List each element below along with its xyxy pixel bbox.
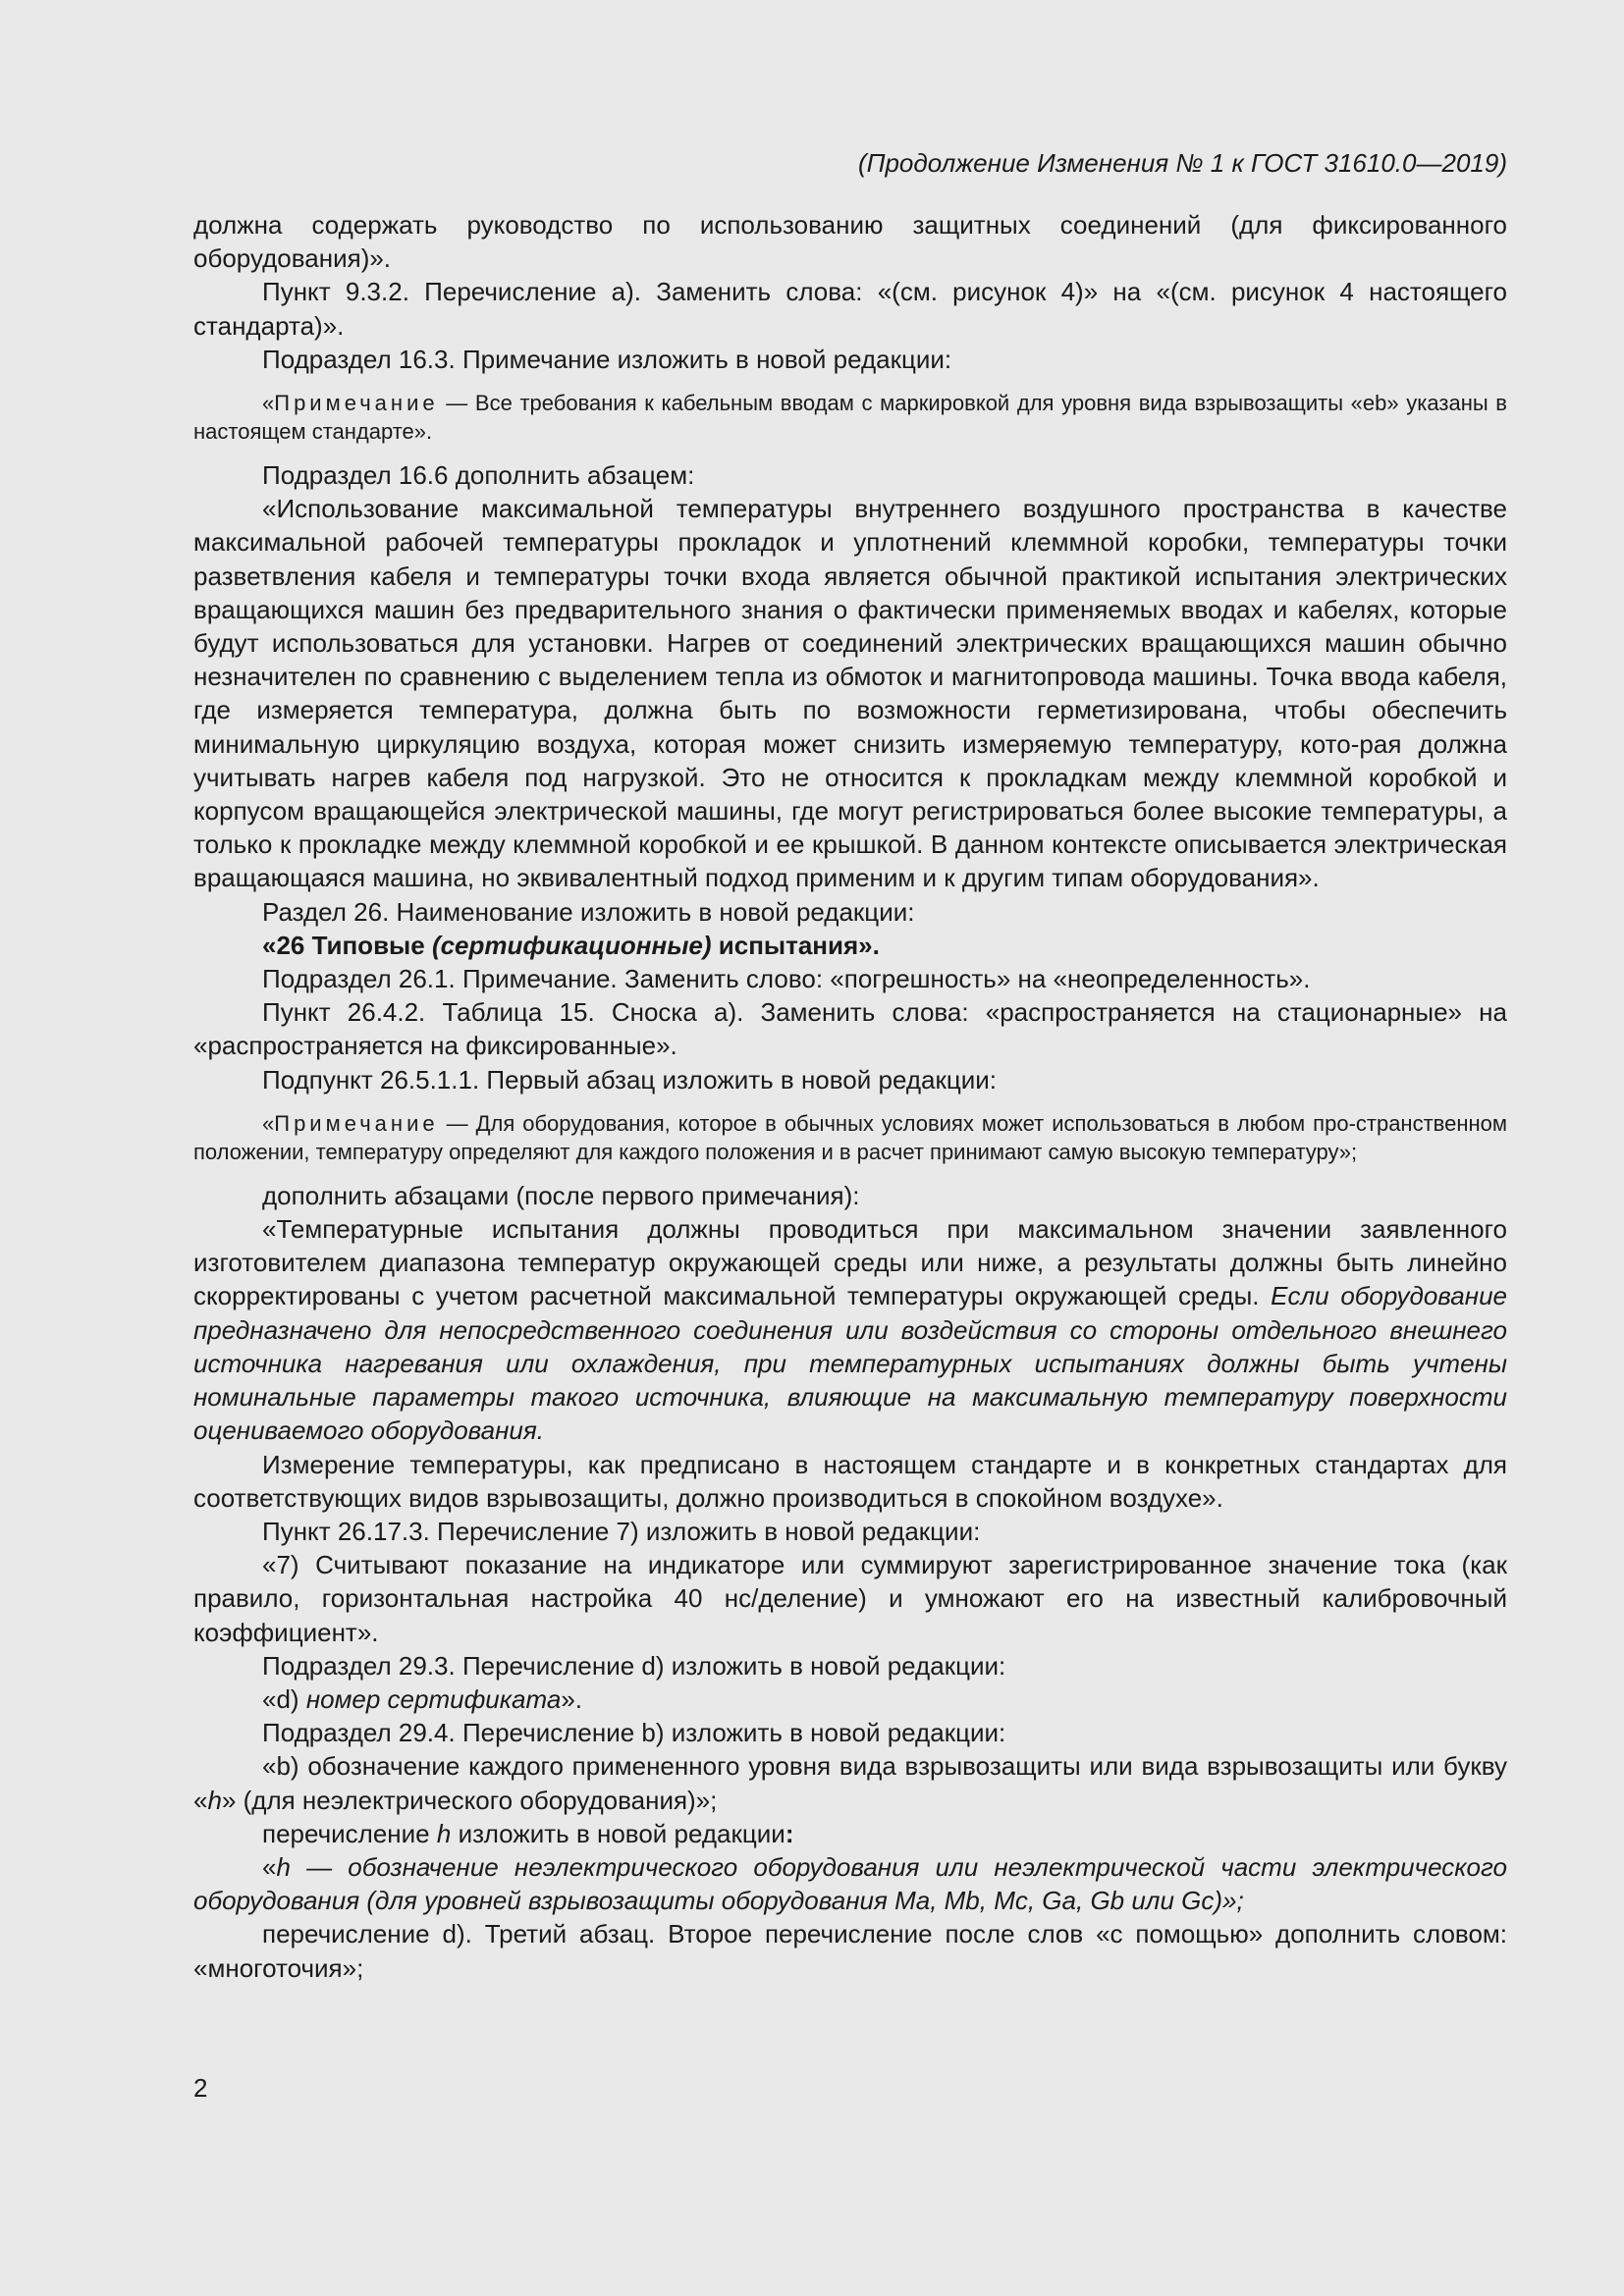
- paragraph: Подпункт 26.5.1.1. Первый абзац изложить в новой редакции:: [262, 1064, 998, 1095]
- paragraph: должна содержать руководство по использованию защитных соединений (для фиксированного оборудования)».: [193, 210, 1507, 274]
- note-label: Примечание: [274, 391, 439, 416]
- paragraph: Подраздел 16.3. Примечание изложить в новой редакции:: [262, 344, 952, 374]
- title-part-italic: (сертификационные): [431, 930, 712, 960]
- paragraph: Раздел 26. Наименование изложить в новой редакции:: [262, 896, 915, 927]
- paragraph: Подраздел 29.3. Перечисление d) изложить в новой редакции:: [262, 1650, 1006, 1681]
- text-run: «: [262, 1851, 277, 1882]
- page-number: 2: [193, 2073, 208, 2103]
- paragraph: Пункт 9.3.2. Перечисление а). Заменить слова: «(см. рисунок 4)» на «(см. рисунок 4 настоящего стандарта)».: [193, 277, 1507, 341]
- note-text: — Для оборудования, которое в обычных условиях может использоваться в любом про-странственном положении, температуру определяют для каждого положения и в расчет принимают самую высокую температуру»;: [193, 1110, 1507, 1164]
- text-run: «Температурные испытания должны проводиться при максимальном значении заявленного изготовителем диапазона температур окружающей среды или ниже, а результаты должны быть линейно скорректированы с учетом расчетной максимальной температуры окружающей среды.: [193, 1214, 1507, 1311]
- text-run: ».: [561, 1683, 583, 1714]
- paragraph: перечисление d). Третий абзац. Второе перечисление после слов «с помощью» дополнить словом: «многоточия»;: [193, 1919, 1507, 1983]
- note-open-quote: «: [262, 1110, 275, 1136]
- text-run-bold: :: [785, 1818, 794, 1848]
- text-run: «b) обозначение каждого примененного уровня вида взрывозащиты или вида взрывозащиты или букву «: [193, 1751, 1507, 1815]
- paragraph: Измерение температуры, как предписано в настоящем стандарте и в конкретных стандартах для соответствующих видов взрывозащиты, должно производиться в спокойном воздухе».: [193, 1449, 1507, 1513]
- title-part: «26 Типовые: [262, 930, 432, 960]
- note-text: — Все требования к кабельным вводам с маркировкой для уровня вида взрывозащиты «eb» указаны в настоящем стандарте».: [193, 391, 1507, 445]
- paragraph: Пункт 26.4.2. Таблица 15. Сноска а). Заменить слова: «распространяется на стационарные» на «распространяется на фиксированные».: [193, 997, 1507, 1061]
- text-run-italic: Если оборудование предназначено для непосредственного соединения или воздействия со стороны отдельного внешнего источника нагревания или охлаждения, при температурных испытаниях должны быть учтены номинальные параметры такого источника, влияющие на максимальную температуру поверхности оцениваемого оборудования.: [193, 1281, 1507, 1446]
- text-run: перечисление: [262, 1818, 437, 1848]
- text-run-italic: номер сертификата: [305, 1683, 562, 1714]
- paragraph: [193, 1749, 1507, 1816]
- paragraph: Подраздел 29.4. Перечисление b) изложить в новой редакции:: [262, 1718, 1006, 1748]
- note-block: [193, 389, 1507, 446]
- text-run-italic: h — обозначение неэлектрического оборудования или неэлектрической части электрического оборудования (для уровней взрывозащиты оборудования Ma, Mb, Mc, Ga, Gb или Gc)»;: [193, 1851, 1507, 1916]
- paragraph: «7) Считывают показание на индикаторе или суммируют зарегистрированное значение тока (как правило, горизонтальная настройка 40 нс/деление) и умножают его на известный калибровочный коэффициент».: [193, 1550, 1507, 1647]
- section-title-26: [193, 929, 1507, 962]
- text-run-italic: h: [207, 1785, 222, 1815]
- note-block: [193, 1109, 1507, 1166]
- text-run: » (для неэлектрического оборудования)»;: [221, 1785, 718, 1815]
- paragraph: Пункт 26.17.3. Перечисление 7) изложить в новой редакции:: [262, 1516, 981, 1546]
- note-label: Примечание: [274, 1110, 439, 1136]
- paragraph: [193, 1682, 1507, 1716]
- paragraph: Подраздел 16.6 дополнить абзацем:: [262, 460, 695, 491]
- title-part: испытания».: [711, 930, 880, 960]
- page-header-continuation: (Продолжение Изменения № 1 к ГОСТ 31610.0—2019): [857, 148, 1507, 178]
- paragraph: дополнить абзацами (после первого примечания):: [262, 1180, 860, 1210]
- paragraph: [193, 1850, 1507, 1917]
- paragraph: [193, 1817, 1507, 1850]
- note-open-quote: «: [262, 391, 275, 416]
- text-run: изложить в новой редакции: [451, 1818, 785, 1848]
- text-run-italic: h: [436, 1818, 452, 1848]
- paragraph: «Использование максимальной температуры внутреннего воздушного пространства в качестве максимальной рабочей температуры прокладок и уплотнений клеммной коробки, температуры точки разветвления кабеля и температуры точки входа является обычной практикой испытания электрических вращающихся машин без предварительного знания о фактически применяемых вводах и кабелях, которые будут использоваться для установки. Нагрев от соединений электрических вращающихся машин обычно незначителен по сравнению с выделением тепла из обмоток и магнитопровода машины. Точка ввода кабеля, где измеряется температура, должна быть по возможности герметизирована, чтобы обеспечить минимальную циркуляцию воздуха, которая может снизить измеряемую температуру, кото-рая должна учитывать нагрев кабеля под нагрузкой. Это не относится к прокладкам между клеммной коробкой и корпусом вращающейся электрической машины, где могут регистрироваться более высокие температуры, а только к прокладке между клеммной коробкой и ее крышкой. В данном контексте описывается электрическая вращающаяся машина, но эквивалентный подход применим и к другим типам оборудования».: [193, 494, 1507, 893]
- paragraph: [193, 1212, 1507, 1447]
- text-run: «d): [262, 1683, 306, 1714]
- document-body: [193, 208, 1507, 1985]
- paragraph: Подраздел 26.1. Примечание. Заменить слово: «погрешность» на «неопределенность».: [262, 964, 1311, 994]
